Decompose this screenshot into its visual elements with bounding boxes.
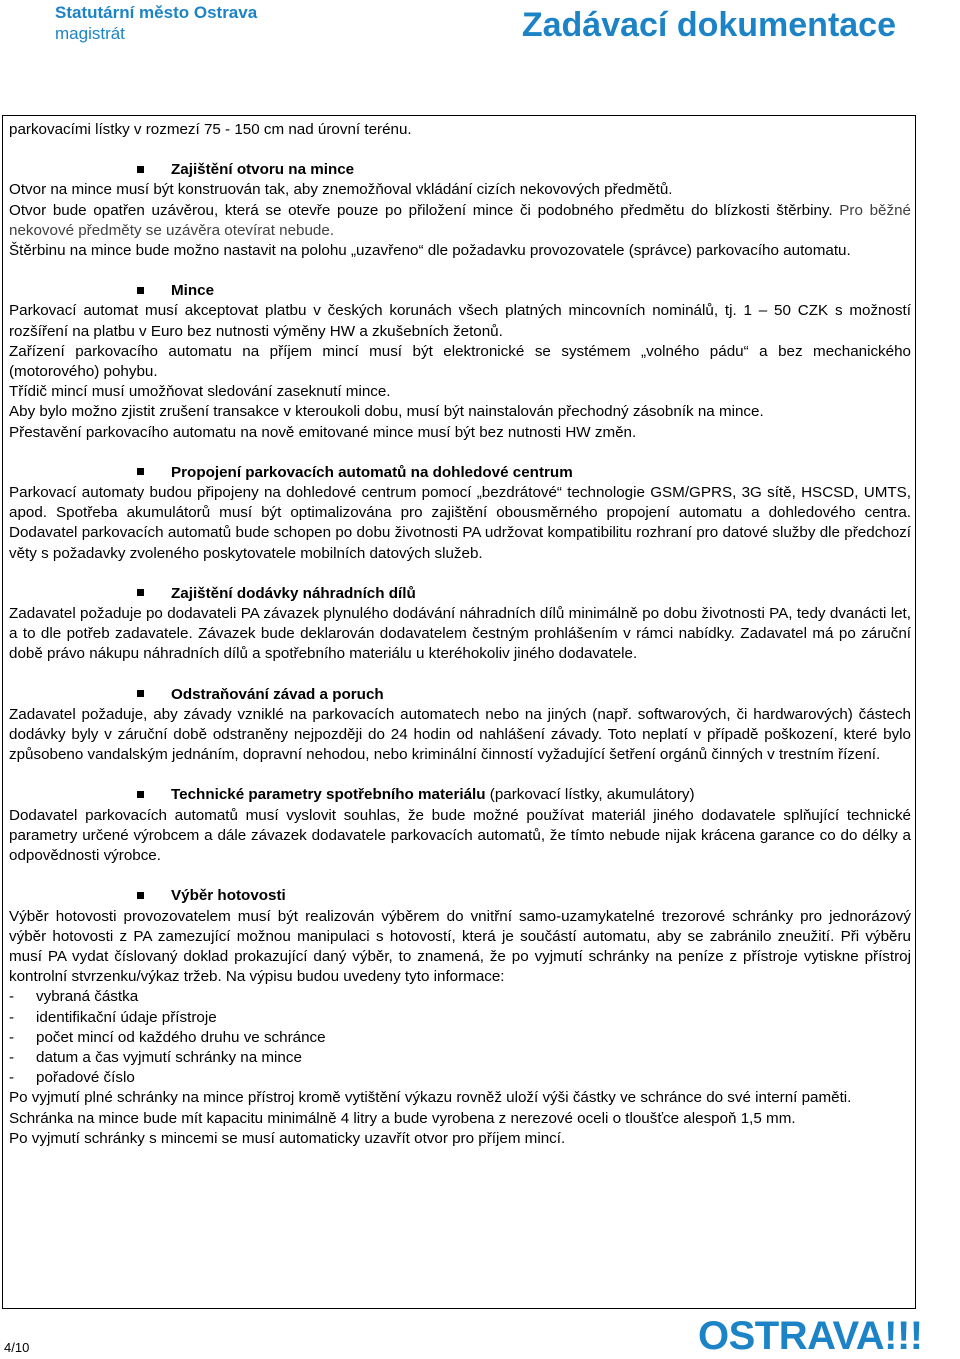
- ostrava-logo: [698, 1314, 923, 1359]
- paragraph: Výběr hotovosti provozovatelem musí být realizován výběrem do vnitřní samo-uzamykatelné trezorové schránky pro jednorázový výběr hotovosti z PA zamezující možnou manipulaci s hotovostí, která je součástí automatu, aby se zabránilo zneužití. Při výběru musí PA vydat číslovaný doklad prokazující daný výběr, to znamená, že po vyjmutí schránky na peníze z přístroje vytiskne přístroj kontrolní stvrzenku/výkaz tržeb. Na výpisu budou uvedeny tyto informace:: [9, 907, 911, 986]
- section-title: Zajištění dodávky náhradních dílů: [171, 584, 416, 602]
- org-name: Statutární město Ostrava: [55, 3, 258, 22]
- section-title-suffix: (parkovací lístky, akumulátory): [485, 786, 695, 804]
- document-title: Zadávací dokumentace: [521, 6, 896, 44]
- list-item: [9, 987, 911, 1007]
- list-item-text: pořadové číslo: [36, 1069, 135, 1087]
- logo-exclamations: !!!: [884, 1314, 923, 1358]
- org-subtitle: magistrát: [55, 24, 125, 43]
- paragraph: Zadavatel požaduje po dodavateli PA závazek plynulého dodávání náhradních dílů minimálně po dobu životnosti PA, tedy dvanácti let, a to dle potřeb zadavatele. Závazek bude deklarován dodavatelem čestným prohlášením v rámci nabídky. Zadavatel má po záruční době právo nákupu náhradních dílů a spotřebního materiálu u kteréhokoliv jiného dodavatele.: [9, 605, 911, 663]
- dash-marker: -: [9, 988, 15, 1006]
- paragraph: Po vyjmutí plné schránky na mince přístroj kromě vytištění výkazu rovněž uloží výši částky ve schránce do své interní paměti.: [9, 1089, 852, 1107]
- content-frame: [2, 115, 916, 1309]
- dash-marker: -: [9, 1048, 15, 1066]
- section-heading-spare-parts: [9, 584, 911, 604]
- paragraph-text: Otvor bude opatřen uzávěrou, která se otevře pouze po přiložení mince či podobného předmětu do blízkosti štěrbiny.: [9, 201, 833, 219]
- list-item: [9, 1008, 911, 1028]
- paragraph: Třídič mincí musí umožňovat sledování zaseknutí mince.: [9, 383, 391, 401]
- info-list: [9, 987, 911, 1088]
- square-bullet-icon: [137, 287, 144, 294]
- section-heading-consumables: [9, 785, 911, 805]
- section-title: Mince: [171, 282, 215, 300]
- list-item: [9, 1028, 911, 1048]
- square-bullet-icon: [137, 468, 144, 475]
- list-item: [9, 1048, 911, 1068]
- paragraph: Štěrbinu na mince bude možno nastavit na polohu „uzavřeno“ dle požadavku provozovatele (správce) parkovacího automatu.: [9, 242, 851, 260]
- paragraph: [9, 201, 911, 241]
- section-title: Zajištění otvoru na mince: [171, 161, 355, 179]
- section-title: Výběr hotovosti: [171, 887, 286, 905]
- section-title: Odstraňování závad a poruch: [171, 685, 384, 703]
- square-bullet-icon: [137, 690, 144, 697]
- list-item-text: počet mincí od každého druhu ve schránce: [36, 1028, 326, 1046]
- square-bullet-icon: [137, 791, 144, 798]
- paragraph: Zadavatel požaduje, aby závady vzniklé na parkovacích automatech nebo na jiných (např. softwarových, či hardwarových) částech dodávky byly v záruční době odstraněny nejpozději do 24 hodin od nahlášení závady. Toto neplatí v případě poškození, které bylo způsobeno vandalským jednáním, dopravní nehodou, nebo kriminální činností vyžadující šetření orgánů činných v trestním řízení.: [9, 705, 911, 764]
- dash-marker: -: [9, 1069, 15, 1087]
- list-item-text: datum a čas vyjmutí schránky na mince: [36, 1048, 302, 1066]
- square-bullet-icon: [137, 892, 144, 899]
- paragraph: Schránka na mince bude mít kapacitu minimálně 4 litry a bude vyrobena z nerezové oceli o tloušťce alespoň 1,5 mm.: [9, 1109, 796, 1127]
- section-title: Propojení parkovacích automatů na dohledové centrum: [171, 463, 573, 481]
- section-heading-faults: [9, 685, 911, 705]
- list-item-text: vybraná částka: [36, 988, 139, 1006]
- paragraph: Přestavění parkovacího automatu na nově emitované mince musí být bez nutnosti HW změn.: [9, 423, 637, 441]
- section-heading-cash: [9, 886, 911, 906]
- list-item-text: identifikační údaje přístroje: [36, 1008, 217, 1026]
- section-heading-monitoring: [9, 463, 911, 483]
- section-title: Technické parametry spotřebního materiálu: [171, 786, 486, 804]
- square-bullet-icon: [137, 589, 144, 596]
- page-header: [0, 0, 960, 112]
- paragraph: Otvor na mince musí být konstruován tak, aby znemožňoval vkládání cizích nekovových předmětů.: [9, 181, 673, 199]
- paragraph: Aby bylo možno zjistit zrušení transakce v kteroukoli dobu, musí být nainstalován přechodný zásobník na mince.: [9, 403, 764, 421]
- section-heading-coins: [9, 281, 911, 301]
- paragraph-grey-text: Pro běžné nekovové předměty se uzávěra otevírat nebude.: [9, 201, 911, 239]
- dash-marker: -: [9, 1028, 15, 1046]
- paragraph: Dodavatel parkovacích automatů musí vyslovit souhlas, že bude možné používat materiál jiného dodavatele splňující technické parametry určené výrobcem a dále závazek dodavatele parkovacích automatů, že tímto nebude nijak krácena garance co do délky a odpovědnosti výrobce.: [9, 806, 911, 865]
- paragraph: Parkovací automat musí akceptovat platbu v českých korunách všech platných mincovních nominálů, tj. 1 – 50 CZK s možností rozšíření na platbu v Euro bez nutnosti výměny HW a zkušebních žetonů.: [9, 302, 911, 340]
- paragraph: Parkovací automaty budou připojeny na dohledové centrum pomocí „bezdrátové“ technologie GSM/GPRS, 3G sítě, HSCSD, UMTS, apod. Spotřeba akumulátorů musí být optimalizována pro zajištění obousměrného propojení automatu a dohledového centra. Dodavatel parkovacích automatů bude schopen po dobu životnosti PA udržovat kompatibilitu rozhraní pro datové služby dle předchozí věty s požadavky zvoleného poskytovatele mobilních datových služeb.: [9, 484, 911, 562]
- section-heading-coin-slot: [9, 160, 911, 180]
- page-number: 4/10: [4, 1340, 30, 1355]
- paragraph: Po vyjmutí schránky s mincemi se musí automaticky uzavřít otvor pro příjem mincí.: [9, 1129, 566, 1147]
- paragraph: Zařízení parkovacího automatu na příjem mincí musí být elektronické se systémem „volného pádu“ a bez mechanického (motorového) pohybu.: [9, 342, 911, 381]
- intro-line: parkovacími lístky v rozmezí 75 - 150 cm nad úrovní terénu.: [9, 121, 412, 138]
- dash-marker: -: [9, 1008, 15, 1026]
- logo-text: OSTRAVA: [698, 1314, 885, 1358]
- square-bullet-icon: [137, 166, 144, 173]
- list-item: [9, 1068, 911, 1088]
